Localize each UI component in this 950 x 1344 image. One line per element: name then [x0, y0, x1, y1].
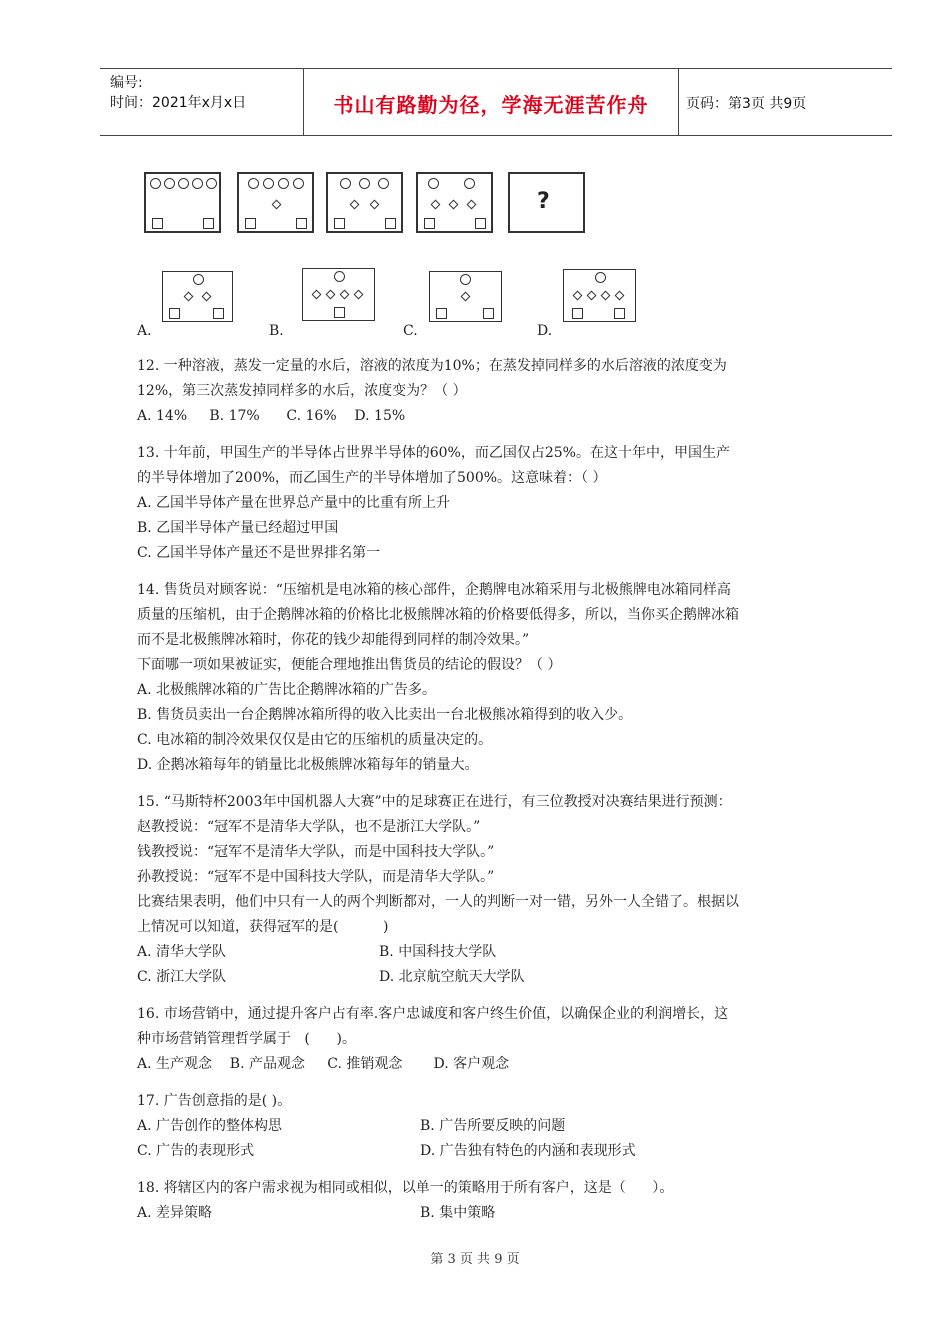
option-label-b: B.	[269, 323, 284, 339]
option-label-d: D.	[537, 323, 553, 339]
question-15	[137, 790, 857, 990]
diamond-shape	[350, 200, 360, 210]
header-divider	[678, 69, 679, 135]
question-14	[137, 578, 857, 778]
diamond-shape	[272, 200, 282, 210]
answer-option: D. 企鹅冰箱每年的销量比北极熊牌冰箱每年的销量大。	[137, 757, 479, 773]
question-text: 17. 广告创意指的是( )。	[137, 1093, 292, 1109]
answer-option: C. 广告的表现形式	[137, 1143, 255, 1159]
option-b-box	[302, 268, 375, 321]
circle-shape	[359, 178, 370, 189]
answer-option: C. 电冰箱的制冷效果仅仅是由它的压缩机的质量决定的。	[137, 732, 493, 748]
circle-shape	[193, 274, 204, 285]
circle-shape	[248, 178, 259, 189]
answer-option: B. 乙国半导体产量已经超过甲国	[137, 520, 339, 536]
question-text: 14. 售货员对顾客说：“压缩机是电冰箱的核心部件，企鹅牌电冰箱采用与北极熊牌电冰箱同样高	[137, 582, 731, 598]
answer-options-row	[137, 1201, 857, 1226]
question-text: 的半导体增加了200%，而乙国生产的半导体增加了500%。这意味着：（ ）	[137, 470, 607, 486]
question-text: 下面哪一项如果被证实，便能合理地推出售货员的结论的假设？（ ）	[137, 657, 562, 673]
header-meta	[110, 73, 246, 113]
circle-shape	[278, 178, 289, 189]
square-shape	[296, 218, 307, 229]
question-text: 12. 一种溶液，蒸发一定量的水后，溶液的浓度为10%；在蒸发掉同样多的水后溶液的浓度变为	[137, 358, 727, 374]
answer-option: D. 北京航空航天大学队	[379, 969, 525, 985]
question-text: 钱教授说：“冠军不是清华大学队，而是中国科技大学队。”	[137, 844, 495, 860]
question-text: 15. “马斯特杯2003年中国机器人大赛”中的足球赛正在进行，有三位教授对决赛结果进行预测：	[137, 794, 732, 810]
answer-option: B. 售货员卖出一台企鹅牌冰箱所得的收入比卖出一台北极熊冰箱得到的收入少。	[137, 707, 633, 723]
page-footer: 第 3 页 共 9 页	[430, 1252, 520, 1267]
diamond-shape	[202, 292, 212, 302]
diamond-shape	[354, 290, 364, 300]
answer-option: C. 浙江大学队	[137, 969, 227, 985]
square-shape	[436, 308, 447, 319]
diamond-shape	[573, 291, 583, 301]
diamond-shape	[370, 200, 380, 210]
circle-shape	[340, 178, 351, 189]
question-list	[137, 354, 857, 1238]
page-header	[100, 68, 892, 136]
diamond-shape	[467, 200, 477, 210]
diamond-shape	[601, 291, 611, 301]
answer-options-row	[137, 1114, 857, 1139]
answer-options: A. 14% B. 17% C. 16% D. 15%	[137, 408, 406, 424]
question-text: 上情况可以知道，获得冠军的是( )	[137, 919, 389, 935]
option-label-c: C.	[403, 323, 418, 339]
time-label: 时间：2021年x月x日	[110, 95, 247, 111]
diamond-shape	[184, 292, 194, 302]
question-13	[137, 441, 857, 566]
diamond-shape	[461, 292, 471, 302]
option-label-a: A.	[137, 323, 152, 339]
answer-option: B. 集中策略	[420, 1205, 496, 1221]
question-text: 12%，第三次蒸发掉同样多的水后，浓度变为？（ ）	[137, 383, 467, 399]
question-text: 孙教授说：“冠军不是中国科技大学队，而是清华大学队。”	[137, 869, 495, 885]
circle-shape	[293, 178, 304, 189]
circle-shape	[460, 274, 471, 285]
circle-shape	[378, 178, 389, 189]
circle-shape	[334, 271, 345, 282]
square-shape	[483, 308, 494, 319]
header-motto: 书山有路勤为径，学海无涯苦作舟	[333, 93, 649, 117]
question-18	[137, 1176, 857, 1226]
square-shape	[213, 308, 224, 319]
header-page-number: 页码：第3页 共9页	[686, 96, 807, 112]
answer-options-row	[137, 965, 857, 990]
diamond-shape	[326, 290, 336, 300]
option-d-box	[563, 269, 636, 322]
answer-option: A. 广告创作的整体构思	[137, 1118, 283, 1134]
question-12	[137, 354, 857, 429]
square-shape	[614, 308, 625, 319]
question-text: 而不是北极熊牌冰箱时，你花的钱少却能得到同样的制冷效果。”	[137, 632, 530, 648]
option-c-box	[429, 271, 502, 322]
square-shape	[245, 218, 256, 229]
question-17	[137, 1089, 857, 1164]
answer-option: A. 北极熊牌冰箱的广告比企鹅牌冰箱的广告多。	[137, 682, 437, 698]
answer-options-row	[137, 940, 857, 965]
square-shape	[424, 218, 435, 229]
answer-option: B. 广告所要反映的问题	[420, 1118, 566, 1134]
diamond-shape	[587, 291, 597, 301]
diamond-shape	[340, 290, 350, 300]
answer-options-row	[137, 1139, 857, 1164]
square-shape	[572, 308, 583, 319]
circle-shape	[595, 272, 606, 283]
square-shape	[203, 218, 214, 229]
answer-option: A. 清华大学队	[137, 944, 227, 960]
pattern-box-2	[237, 172, 314, 233]
question-mark: ?	[537, 189, 550, 214]
square-shape	[334, 218, 345, 229]
circle-shape	[192, 178, 203, 189]
square-shape	[169, 308, 180, 319]
circle-shape	[428, 178, 439, 189]
square-shape	[385, 218, 396, 229]
answer-option: B. 中国科技大学队	[379, 944, 497, 960]
circle-shape	[178, 178, 189, 189]
answer-options: A. 生产观念 B. 产品观念 C. 推销观念 D. 客户观念	[137, 1056, 510, 1072]
serial-label: 编号:	[110, 75, 143, 91]
question-text: 13. 十年前，甲国生产的半导体占世界半导体的60%，而乙国仅占25%。在这十年中，甲国生产	[137, 445, 730, 461]
pattern-box-unknown	[508, 172, 585, 233]
answer-option: C. 乙国半导体产量还不是世界排名第一	[137, 545, 381, 561]
pattern-box-1	[144, 172, 221, 233]
diamond-shape	[449, 200, 459, 210]
circle-shape	[150, 178, 161, 189]
answer-option: D. 广告独有特色的内涵和表现形式	[420, 1143, 636, 1159]
answer-option: A. 差异策略	[137, 1205, 213, 1221]
circle-shape	[206, 178, 217, 189]
pattern-box-3	[326, 172, 403, 233]
diamond-shape	[431, 200, 441, 210]
question-text: 18. 将辖区内的客户需求视为相同或相似，以单一的策略用于所有客户，这是（ ）。	[137, 1180, 674, 1196]
question-text: 赵教授说：“冠军不是清华大学队，也不是浙江大学队。”	[137, 819, 481, 835]
option-a-box	[162, 271, 233, 322]
question-text: 比赛结果表明，他们中只有一人的两个判断都对，一人的判断一对一错，另外一人全错了。根据以	[137, 894, 739, 910]
question-16	[137, 1002, 857, 1077]
circle-shape	[164, 178, 175, 189]
square-shape	[334, 307, 345, 318]
square-shape	[475, 218, 486, 229]
square-shape	[152, 218, 163, 229]
question-text: 种市场营销管理哲学属于 ( )。	[137, 1031, 356, 1047]
circle-shape	[464, 178, 475, 189]
question-text: 质量的压缩机，由于企鹅牌冰箱的价格比北极熊牌冰箱的价格要低得多，所以，当你买企鹅牌冰箱	[137, 607, 739, 623]
circle-shape	[263, 178, 274, 189]
answer-option: A. 乙国半导体产量在世界总产量中的比重有所上升	[137, 495, 451, 511]
pattern-box-4	[416, 172, 493, 233]
diamond-shape	[312, 290, 322, 300]
question-text: 16. 市场营销中，通过提升客户占有率.客户忠诚度和客户终生价值，以确保企业的利润增长，这	[137, 1006, 729, 1022]
diamond-shape	[615, 291, 625, 301]
